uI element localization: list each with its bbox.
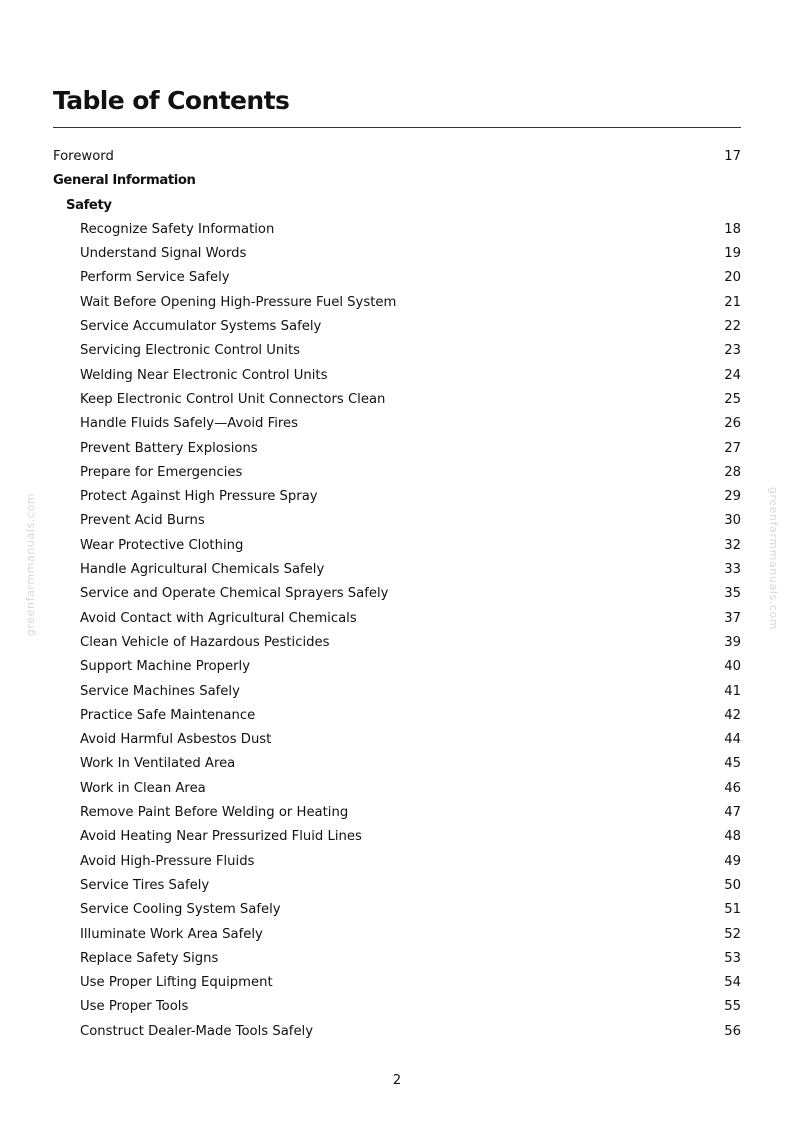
- toc-entry[interactable]: [53, 631, 741, 655]
- toc-entry-page: 40: [724, 659, 741, 675]
- toc-entry-label: Replace Safety Signs: [80, 950, 219, 966]
- toc-entry-page: 51: [724, 902, 741, 918]
- toc-entry-page: 25: [724, 391, 741, 407]
- toc-entry-page: 28: [724, 464, 741, 480]
- toc-entry-page: 45: [724, 756, 741, 772]
- toc-entry[interactable]: [53, 728, 741, 752]
- toc-entry[interactable]: [53, 752, 741, 776]
- toc-entry[interactable]: [53, 680, 741, 704]
- toc-entry[interactable]: [53, 291, 741, 315]
- toc-entry[interactable]: [53, 801, 741, 825]
- toc-entry-page: 39: [724, 634, 741, 650]
- toc-entry-page: 54: [724, 975, 741, 991]
- toc-entry[interactable]: [53, 825, 741, 849]
- toc-entry-page: 44: [724, 732, 741, 748]
- toc-entry[interactable]: [53, 971, 741, 995]
- toc-entry[interactable]: [53, 777, 741, 801]
- toc-entry-label: Prepare for Emergencies: [80, 464, 243, 480]
- toc-entry-label: Servicing Electronic Control Units: [80, 343, 300, 359]
- toc-entry-page: 49: [724, 853, 741, 869]
- toc-entry-page: 26: [724, 416, 741, 432]
- toc-entry-label: Illuminate Work Area Safely: [80, 926, 263, 942]
- toc-entry-label: Construct Dealer-Made Tools Safely: [80, 1023, 314, 1039]
- toc-entry-page: 19: [724, 246, 741, 262]
- toc-entry[interactable]: [53, 534, 741, 558]
- watermark-right: greenfarmmanuals.com: [767, 486, 781, 631]
- toc-entry[interactable]: [53, 315, 741, 339]
- toc-entry-label: Wear Protective Clothing: [80, 537, 244, 553]
- toc-entry-page: 27: [724, 440, 741, 456]
- toc-entry-page: 24: [724, 367, 741, 383]
- toc-entry[interactable]: [53, 558, 741, 582]
- toc-entry-label: Remove Paint Before Welding or Heating: [80, 805, 349, 821]
- toc-entry-label: Work in Clean Area: [80, 780, 206, 796]
- toc-entry-label: Foreword: [53, 149, 114, 164]
- toc-entry-label: Avoid High-Pressure Fluids: [80, 853, 255, 869]
- toc-entry[interactable]: [53, 242, 741, 266]
- toc-entry-label: Work In Ventilated Area: [80, 756, 236, 772]
- toc-entry-page: 52: [724, 926, 741, 942]
- toc-entry[interactable]: [53, 339, 741, 363]
- toc-entry[interactable]: [53, 145, 741, 169]
- toc-entry-page: 17: [724, 149, 741, 164]
- toc-entry[interactable]: [53, 485, 741, 509]
- toc-entry-label: Use Proper Tools: [80, 999, 189, 1015]
- toc-entry-label: Service Machines Safely: [80, 683, 240, 699]
- toc-entry[interactable]: [53, 461, 741, 485]
- toc-entry-label: Service Accumulator Systems Safely: [80, 319, 322, 335]
- page-title: Table of Contents: [53, 86, 290, 115]
- toc-entry-page: 37: [724, 610, 741, 626]
- toc-entry-page: 56: [724, 1023, 741, 1039]
- toc-entry-label: Clean Vehicle of Hazardous Pesticides: [80, 634, 330, 650]
- toc-entry-label: Avoid Heating Near Pressurized Fluid Lines: [80, 829, 362, 845]
- watermark-left: greenfarmmanuals.com: [24, 492, 38, 637]
- toc-entry-page: 21: [724, 294, 741, 310]
- toc-entry-page: 35: [724, 586, 741, 602]
- toc-entry-label: Recognize Safety Information: [80, 221, 275, 237]
- toc-entry[interactable]: [53, 218, 741, 242]
- toc-entry-page: 47: [724, 805, 741, 821]
- toc-entry-page: 55: [724, 999, 741, 1015]
- toc-entry[interactable]: [53, 509, 741, 533]
- toc-entry[interactable]: [53, 923, 741, 947]
- toc-entry-label: Welding Near Electronic Control Units: [80, 367, 328, 383]
- toc-entry-label: Safety: [66, 197, 112, 213]
- toc-entry-label: Prevent Acid Burns: [80, 513, 205, 529]
- toc-entry-label: Service Tires Safely: [80, 877, 210, 893]
- toc-entry[interactable]: [53, 364, 741, 388]
- table-of-contents: [53, 145, 741, 1044]
- toc-entry-label: Service Cooling System Safely: [80, 902, 281, 918]
- toc-entry[interactable]: [53, 947, 741, 971]
- toc-entry[interactable]: [53, 266, 741, 290]
- toc-entry-page: 41: [724, 683, 741, 699]
- toc-entry[interactable]: [53, 437, 741, 461]
- toc-entry[interactable]: [53, 898, 741, 922]
- toc-entry-page: 23: [724, 343, 741, 359]
- toc-entry[interactable]: [53, 655, 741, 679]
- toc-entry-page: 33: [724, 562, 741, 578]
- toc-entry-label: General Information: [53, 173, 196, 189]
- toc-entry-label: Prevent Battery Explosions: [80, 440, 258, 456]
- toc-entry-label: Avoid Harmful Asbestos Dust: [80, 732, 272, 748]
- toc-entry[interactable]: [53, 582, 741, 606]
- toc-entry[interactable]: [53, 850, 741, 874]
- toc-entry[interactable]: [53, 874, 741, 898]
- toc-entry-label: Avoid Contact with Agricultural Chemicals: [80, 610, 357, 626]
- toc-entry-label: Practice Safe Maintenance: [80, 707, 256, 723]
- toc-section-heading[interactable]: [53, 169, 741, 193]
- toc-entry-page: 29: [724, 489, 741, 505]
- toc-entry-label: Support Machine Properly: [80, 659, 251, 675]
- toc-section-heading[interactable]: [53, 194, 741, 218]
- toc-entry-page: 22: [724, 319, 741, 335]
- toc-entry[interactable]: [53, 412, 741, 436]
- toc-entry-page: 18: [724, 221, 741, 237]
- toc-entry[interactable]: [53, 1020, 741, 1044]
- toc-entry[interactable]: [53, 704, 741, 728]
- toc-entry-label: Handle Agricultural Chemicals Safely: [80, 562, 325, 578]
- toc-entry-label: Understand Signal Words: [80, 246, 247, 262]
- toc-entry-page: 20: [724, 270, 741, 286]
- toc-entry-label: Perform Service Safely: [80, 270, 230, 286]
- toc-entry-page: 30: [724, 513, 741, 529]
- toc-entry-label: Handle Fluids Safely—Avoid Fires: [80, 416, 299, 432]
- toc-entry-page: 32: [724, 537, 741, 553]
- toc-entry-page: 53: [724, 950, 741, 966]
- toc-entry-label: Service and Operate Chemical Sprayers Safely: [80, 586, 389, 602]
- toc-entry-page: 42: [724, 707, 741, 723]
- toc-entry-label: Protect Against High Pressure Spray: [80, 489, 318, 505]
- page-number: 2: [392, 1073, 402, 1088]
- toc-entry-label: Keep Electronic Control Unit Connectors Clean: [80, 391, 386, 407]
- toc-entry[interactable]: [53, 388, 741, 412]
- toc-entry-label: Wait Before Opening High-Pressure Fuel System: [80, 294, 397, 310]
- toc-entry[interactable]: [53, 995, 741, 1019]
- toc-entry-label: Use Proper Lifting Equipment: [80, 975, 273, 991]
- toc-entry-page: 46: [724, 780, 741, 796]
- toc-entry-page: 48: [724, 829, 741, 845]
- title-divider: [53, 127, 741, 128]
- toc-entry-page: 50: [724, 877, 741, 893]
- toc-entry[interactable]: [53, 607, 741, 631]
